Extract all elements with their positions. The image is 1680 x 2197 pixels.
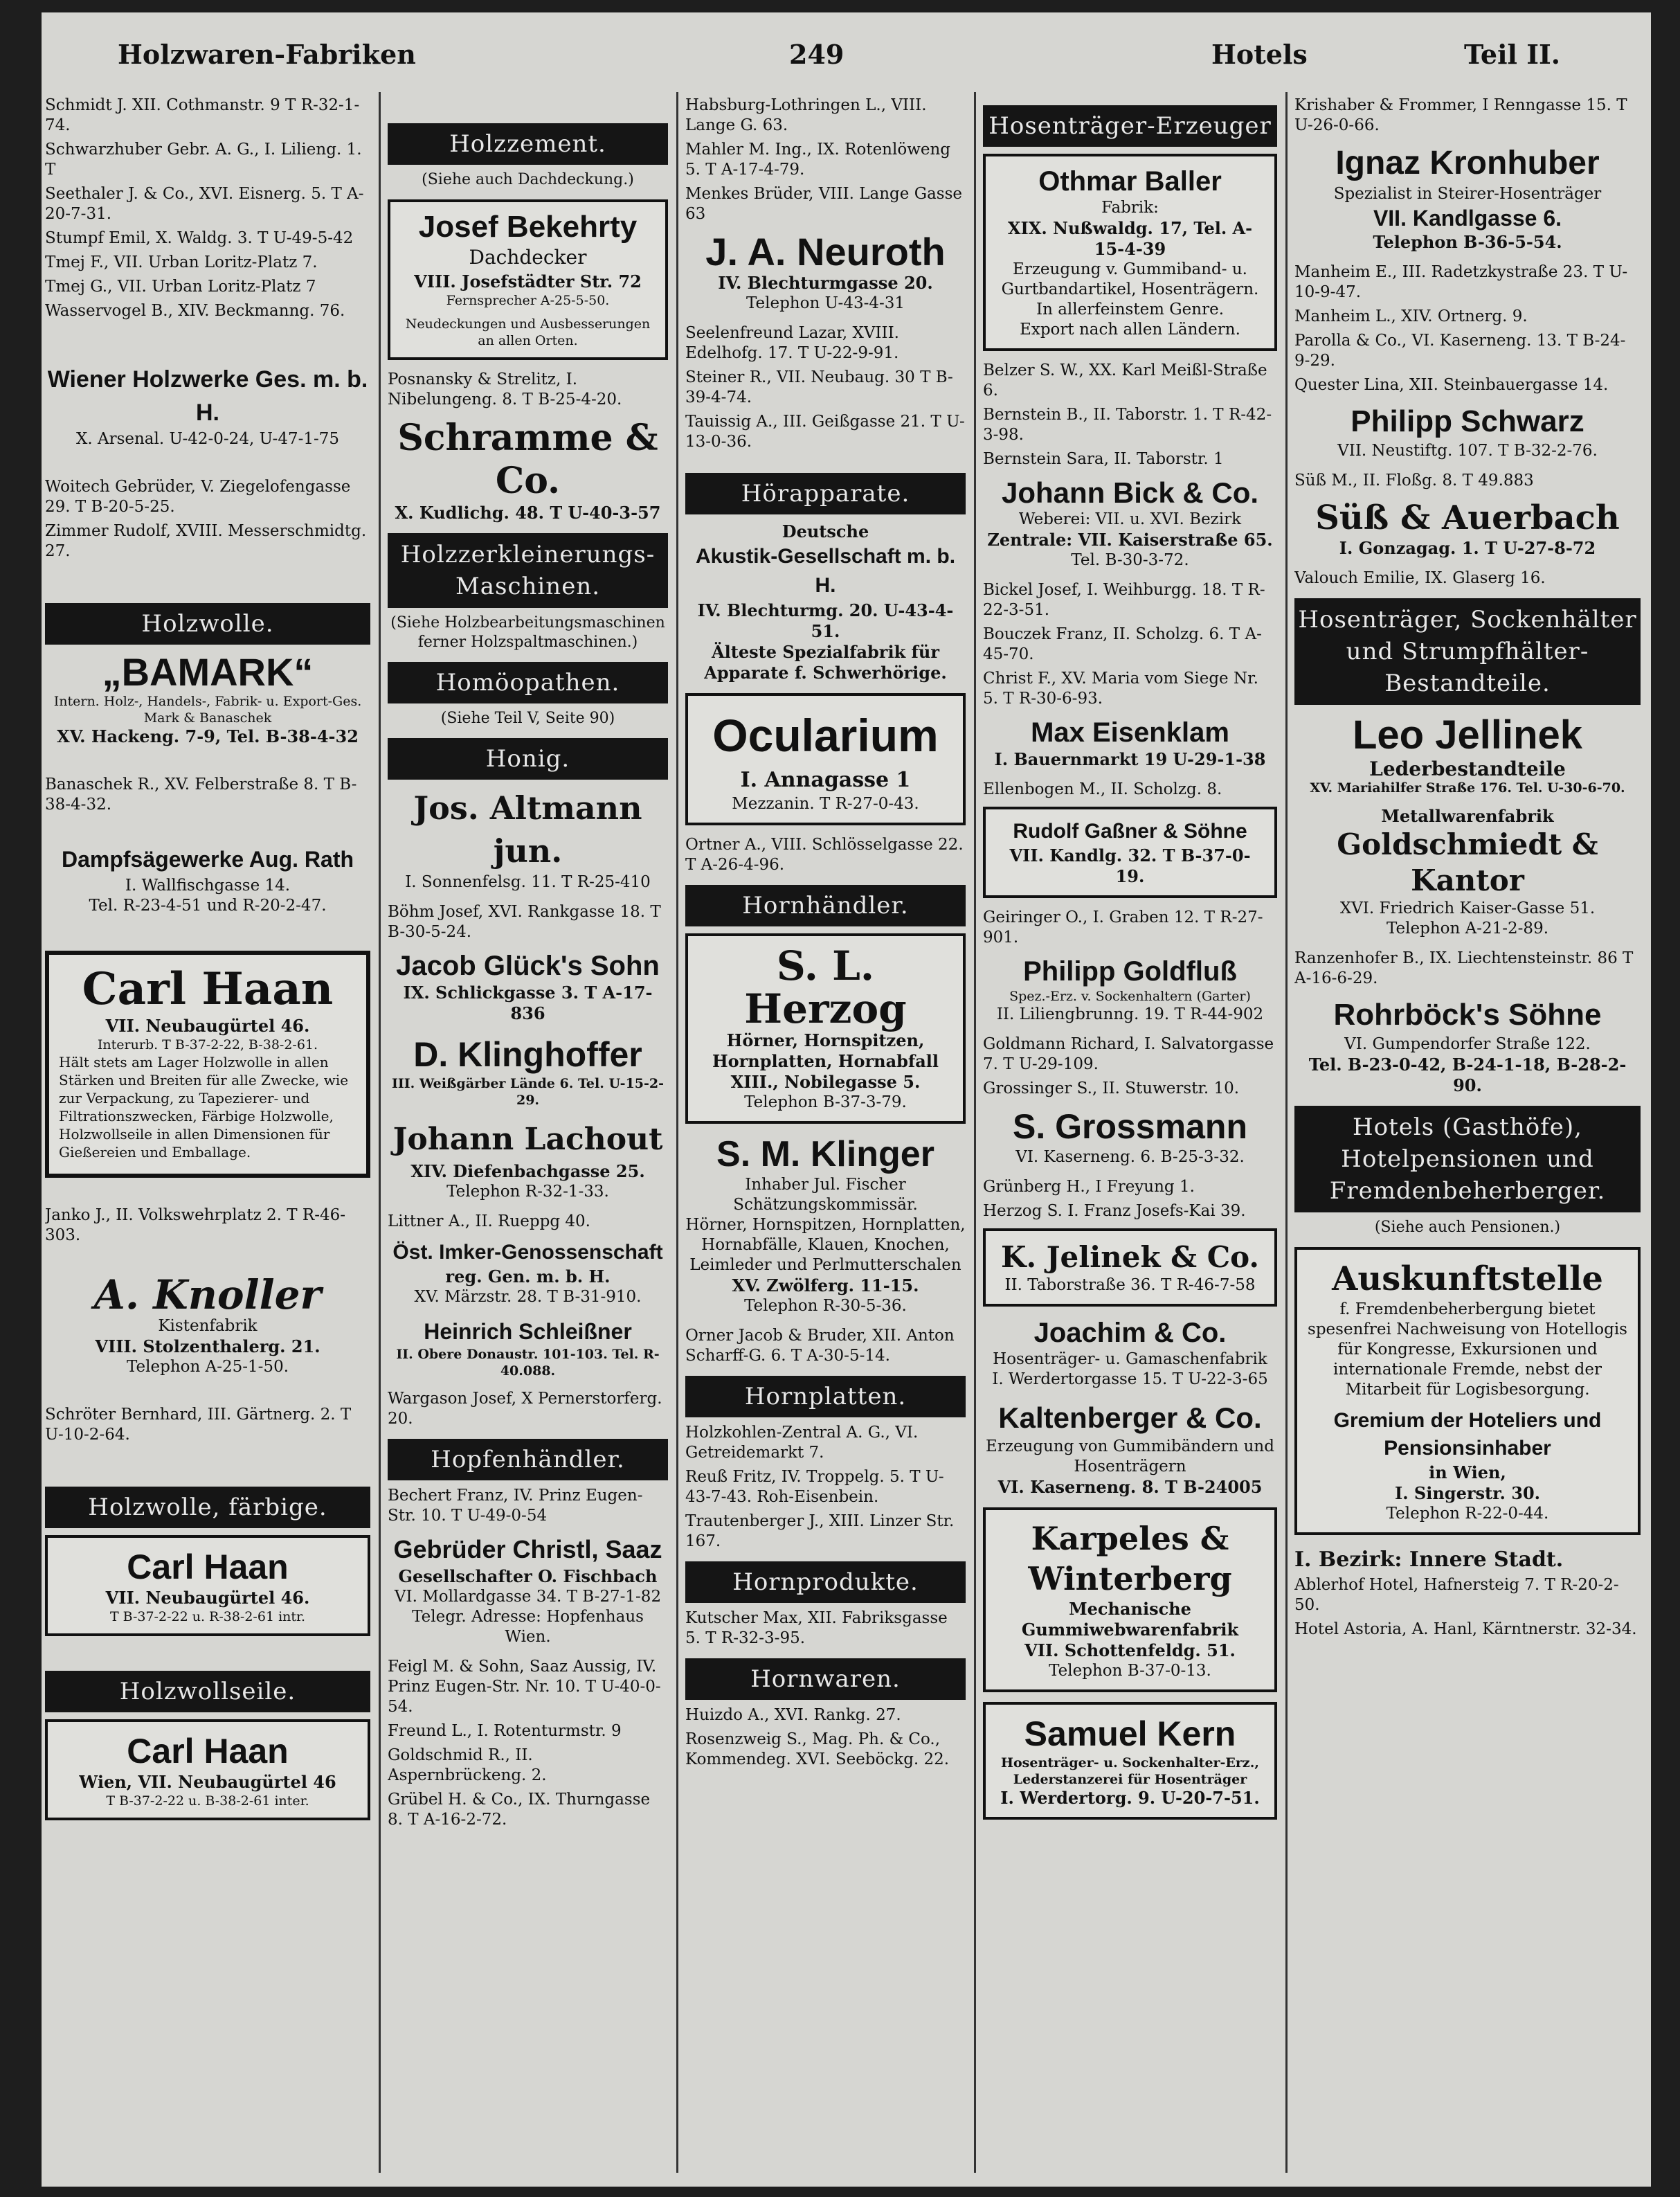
- ad-name: Othmar Baller: [1038, 166, 1222, 197]
- ad-phone: Tel. B-30-3-72.: [1071, 551, 1189, 569]
- entry: Tmej F., VII. Urban Loritz-Platz 7.: [45, 253, 318, 271]
- entry: Mahler M. Ing., IX. Rotenlöweng 5. T A-17-4-79.: [685, 141, 951, 179]
- advertisement: [45, 843, 370, 916]
- ad-line: Hosenträger- u. Gamaschenfabrik: [993, 1350, 1267, 1368]
- ad-phone: Telephon R-32-1-33.: [446, 1183, 609, 1201]
- header-part: Teil II.: [1464, 39, 1560, 70]
- ad-address: III. Weißgärber Lände 6. Tel. U-15-2-29.: [392, 1076, 664, 1108]
- section-heading: Holzwolle, färbige.: [45, 1487, 370, 1528]
- column-rule: [1285, 92, 1288, 2173]
- ad-address: VII. Neubaugürtel 46.: [105, 1588, 310, 1608]
- ad-line: reg. Gen. m. b. H.: [445, 1266, 611, 1286]
- advertisement-box: [1294, 1247, 1641, 1535]
- see-also-note: (Siehe auch Pensionen.): [1374, 1219, 1561, 1236]
- ad-text: Neudeckungen und Ausbesserungen an allen Orten.: [405, 316, 651, 348]
- ad-address: II. Liliengbrunng. 19. T R-44-902: [996, 1005, 1264, 1023]
- advertisement: [388, 787, 668, 893]
- ad-address: VI. Gumpendorfer Straße 122.: [1344, 1035, 1591, 1053]
- advertisement-box: [45, 951, 370, 1178]
- ad-address: VII. Kandlg. 32. T B-37-0-19.: [1009, 845, 1251, 886]
- entry: Hotel Astoria, A. Hanl, Kärntnerstr. 32-34.: [1294, 1620, 1637, 1638]
- advertisement: [685, 1133, 966, 1316]
- advertisement: [983, 716, 1277, 770]
- section-heading: Hornprodukte.: [685, 1561, 966, 1603]
- entry: Zimmer Rudolf, XVIII. Messerschmidtg. 27.: [45, 522, 367, 560]
- ad-name: K. Jelinek & Co.: [1000, 1240, 1260, 1274]
- ad-name: Ocularium: [712, 710, 939, 761]
- see-also-note: (Siehe Holzbearbeitungsmaschinen ferner Holzspaltmaschinen.): [390, 614, 665, 651]
- entry: Süß M., II. Floßg. 8. T 49.883: [1294, 472, 1534, 490]
- ad-address: XV. Zwölferg. 11-15.: [732, 1275, 919, 1295]
- advertisement: [388, 1239, 668, 1307]
- ad-name: Öst. Imker-Genossenschaft: [392, 1241, 663, 1264]
- advertisement: [388, 1317, 668, 1379]
- ad-name: Jos. Altmann jun.: [413, 789, 642, 870]
- entry: Seelenfreund Lazar, XVIII. Edelhofg. 17. T U-22-9-91.: [685, 324, 899, 362]
- section-heading: Holzzerkleinerungs-Maschinen.: [388, 533, 668, 608]
- ad-address: XIX. Nußwaldg. 17, Tel. A-15-4-39: [1007, 218, 1253, 259]
- ad-name: Joachim & Co.: [1033, 1318, 1227, 1348]
- entry: Ortner A., VIII. Schlösselgasse 22. T A-26-4-96.: [685, 836, 964, 874]
- section-heading: Hornhändler.: [685, 885, 966, 926]
- ad-address: XV. Mariahilfer Straße 176. Tel. U-30-6-70.: [1310, 780, 1625, 796]
- section-heading: Hosenträger-Erzeuger: [983, 105, 1277, 147]
- ad-line: Schätzungskommissär.: [733, 1196, 918, 1214]
- ad-address: XIV. Diefenbachgasse 25.: [410, 1161, 645, 1181]
- ad-name: A. Knoller: [93, 1271, 322, 1318]
- advertisement: [1294, 996, 1641, 1096]
- section-heading: Homöopathen.: [388, 662, 668, 703]
- ad-name: Max Eisenklam: [1031, 717, 1229, 748]
- ad-phone: Telephon B-36-5-54.: [1373, 232, 1562, 252]
- ad-name: Leo Jellinek: [1352, 712, 1583, 757]
- ad-address: VIII. Stolzenthalerg. 21.: [95, 1336, 320, 1356]
- ad-address: VI. Kaserneng. 6. B-25-3-32.: [1015, 1148, 1245, 1166]
- entry: Rosenzweig S., Mag. Ph. & Co., Kommendeg. XVI. Seeböckg. 22.: [685, 1730, 950, 1768]
- advertisement: [983, 1106, 1277, 1167]
- entry: Bernstein Sara, II. Taborstr. 1: [983, 450, 1224, 468]
- ad-address: VII. Kandlgasse 6.: [1373, 206, 1562, 231]
- column-5: [1294, 96, 1641, 2173]
- ad-line: Hosenträger- u. Sockenhalter-Erz., Lederstanzerei für Hosenträger: [1001, 1755, 1259, 1787]
- entry: Schwarzhuber Gebr. A. G., I. Lilieng. 1. T: [45, 141, 362, 179]
- section-heading: Hotels (Gasthöfe), Hotelpensionen und Fremdenbeherberger.: [1294, 1106, 1641, 1212]
- advertisement-box: [45, 1719, 370, 1820]
- ad-phone: Telephon R-22-0-44.: [1386, 1505, 1549, 1523]
- advertisement: [45, 1273, 370, 1377]
- ad-phone: T B-37-2-22 u. R-38-2-61 intr.: [109, 1609, 306, 1624]
- entry: Belzer S. W., XX. Karl Meißl-Straße 6.: [983, 361, 1267, 400]
- ad-text: Hörner, Hornspitzen, Hornplatten, Hornabfälle, Klauen, Knochen, Leimleder und Perlmutterschalen: [685, 1216, 966, 1274]
- advertisement: [983, 1399, 1277, 1498]
- ad-line: Fabrik:: [1101, 199, 1159, 217]
- entry: Schröter Bernhard, III. Gärtnerg. 2. T U-10-2-64.: [45, 1406, 352, 1444]
- section-heading: Hörapparate.: [685, 473, 966, 514]
- ad-line: Inhaber Jul. Fischer: [745, 1176, 906, 1194]
- entry: Seethaler J. & Co., XVI. Eisnerg. 5. T A-20-7-31.: [45, 185, 364, 223]
- entry: Feigl M. & Sohn, Saaz Aussig, IV. Prinz Eugen-Str. Nr. 10. T U-40-0-54.: [388, 1658, 661, 1716]
- entry: Bickel Josef, I. Weihburgg. 18. T R-22-3-51.: [983, 581, 1265, 619]
- entry: Habsburg-Lothringen L., VIII. Lange G. 63.: [685, 96, 927, 134]
- ad-name: S. Grossmann: [1013, 1107, 1247, 1146]
- entry: Orner Jacob & Bruder, XII. Anton Scharff-G. 6. T A-30-5-14.: [685, 1327, 955, 1365]
- advertisement: [685, 231, 966, 314]
- entry: Wasservogel B., XIV. Beckmanng. 76.: [45, 302, 345, 320]
- ad-name: J. A. Neuroth: [705, 230, 946, 273]
- entry: Herzog S. I. Franz Josefs-Kai 39.: [983, 1202, 1246, 1220]
- section-heading: Hopfenhändler.: [388, 1439, 668, 1480]
- entry: Krishaber & Frommer, I Renngasse 15. T U-26-0-66.: [1294, 96, 1627, 134]
- ad-line: Export nach allen Ländern.: [1020, 321, 1240, 339]
- ad-name: Johann Bick & Co.: [1001, 476, 1259, 509]
- ad-line: Tel. R-23-4-51 und R-20-2-47.: [89, 897, 327, 915]
- column-rule: [379, 92, 381, 2173]
- page-number: 249: [789, 39, 844, 70]
- ad-line: Telegr. Adresse: Hopfenhaus Wien.: [412, 1608, 644, 1646]
- ad-text: Erzeugung von Gummibändern und Hosenträgern: [986, 1437, 1274, 1476]
- ad-line: Lederbestandteile: [1369, 757, 1566, 780]
- advertisement: [388, 1034, 668, 1109]
- ad-name: Dampfsägewerke Aug. Rath: [61, 847, 354, 872]
- entry: Ablerhof Hotel, Hafnersteig 7. T R-20-2-50.: [1294, 1576, 1619, 1614]
- entry: Valouch Emilie, IX. Glaserg 16.: [1294, 569, 1546, 587]
- ad-address: VII. Neubaugürtel 46.: [105, 1016, 310, 1036]
- ad-address: XIII., Nobilegasse 5.: [730, 1072, 921, 1092]
- see-also-note: (Siehe auch Dachdeckung.): [422, 171, 634, 188]
- ad-address: Zentrale: VII. Kaiserstraße 65.: [987, 530, 1273, 550]
- ad-name: Philipp Schwarz: [1351, 404, 1584, 438]
- ad-name: Josef Bekehrty: [418, 210, 638, 244]
- entry: Huizdo A., XVI. Rankg. 27.: [685, 1706, 901, 1724]
- entry: Kutscher Max, XII. Fabriksgasse 5. T R-32-3-95.: [685, 1609, 948, 1647]
- column-2: [388, 96, 668, 2173]
- advertisement-box: [983, 1228, 1277, 1307]
- entry: Goldschmid R., II. Aspernbrückeng. 2.: [388, 1746, 547, 1784]
- column-4: [983, 96, 1277, 2173]
- ad-name: Ignaz Kronhuber: [1335, 145, 1600, 181]
- ad-line: Dachdecker: [469, 246, 587, 269]
- ad-address: VI. Mollardgasse 34. T B-27-1-82: [394, 1588, 662, 1606]
- advertisement: [983, 1316, 1277, 1390]
- ad-address: IV. Blechturmg. 20. U-43-4-51.: [697, 600, 954, 641]
- ad-address: VIII. Josefstädter Str. 72: [414, 271, 642, 292]
- ad-name: „BAMARK“: [102, 650, 314, 694]
- ad-address: I. Werdertorgasse 15. T U-22-3-65: [992, 1370, 1268, 1388]
- entry: Christ F., XV. Maria vom Siege Nr. 5. T R-30-6-93.: [983, 670, 1258, 708]
- entry: Holzkohlen-Zentral A. G., VI. Getreidemarkt 7.: [685, 1424, 919, 1462]
- ad-address: I. Sonnenfelsg. 11. T R-25-410: [405, 873, 651, 891]
- advertisement: [983, 955, 1277, 1025]
- entry: Parolla & Co., VI. Kaserneng. 13. T B-24-9-29.: [1294, 332, 1626, 370]
- entry: Tauissig A., III. Geißgasse 21. T U-13-0-36.: [685, 413, 965, 451]
- advertisement-box: [983, 1702, 1277, 1820]
- column-1: [45, 96, 370, 2173]
- entry: Grübel H. & Co., IX. Thurngasse 8. T A-16-2-72.: [388, 1791, 651, 1829]
- entry: Manheim E., III. Radetzkystraße 23. T U-10-9-47.: [1294, 263, 1628, 301]
- entry: Ranzenhofer B., IX. Liechtensteinstr. 86 T A-16-6-29.: [1294, 949, 1634, 987]
- ad-line: Metallwarenfabrik: [1381, 806, 1554, 826]
- advertisement-box: [685, 933, 966, 1124]
- ad-text: f. Fremdenbeherbergung bietet spesenfrei Nachweisung von Hotellogis für Kongresse, Exkursionen und internationale Fremde, nebst der Mitarbeit für Logisbesorgung.: [1308, 1300, 1627, 1399]
- entry: Janko J., II. Volkswehrplatz 2. T R-46-303.: [45, 1206, 346, 1244]
- ad-address: XVI. Friedrich Kaiser-Gasse 51.: [1339, 899, 1596, 917]
- district-heading: I. Bezirk: Innere Stadt.: [1294, 1548, 1564, 1572]
- advertisement: [685, 521, 966, 683]
- entry: Bechert Franz, IV. Prinz Eugen-Str. 10. T U-49-0-54: [388, 1487, 643, 1525]
- ad-name: Jacob Glück's Sohn: [396, 951, 660, 981]
- ad-address: VII. Schottenfeldg. 51.: [1024, 1640, 1236, 1660]
- entry: Manheim L., XIV. Ortnerg. 9.: [1294, 307, 1528, 325]
- entry: Ellenbogen M., II. Scholzg. 8.: [983, 780, 1222, 798]
- entry: Tmej G., VII. Urban Loritz-Platz 7: [45, 278, 316, 296]
- ad-name: Heinrich Schleißner: [424, 1319, 632, 1344]
- ad-address: VII. Neustiftg. 107. T B-32-2-76.: [1337, 442, 1598, 460]
- entry: Grünberg H., I Freyung 1.: [983, 1178, 1195, 1196]
- section-heading: Holzwolle.: [45, 603, 370, 645]
- section-heading: Holzzement.: [388, 123, 668, 165]
- ad-address: I. Gonzagag. 1. T U-27-8-72: [1339, 538, 1596, 558]
- column-3: [685, 96, 966, 2173]
- ad-name: Süß & Auerbach: [1315, 499, 1620, 537]
- ad-phone: Interurb. T B-37-2-22, B-38-2-61.: [97, 1037, 318, 1052]
- ad-address: II. Taborstraße 36. T R-46-7-58: [1004, 1276, 1256, 1294]
- header-right: Hotels: [1211, 39, 1308, 70]
- entry: Bouczek Franz, II. Scholzg. 6. T A-45-70.: [983, 625, 1262, 663]
- advertisement-box: [45, 1535, 370, 1636]
- ad-name: Auskunftstelle: [1332, 1259, 1603, 1298]
- ad-line: Kistenfabrik: [158, 1317, 258, 1335]
- entry: Quester Lina, XII. Steinbauergasse 14.: [1294, 376, 1609, 394]
- see-also-note: (Siehe Teil V, Seite 90): [440, 710, 615, 727]
- ad-address: IV. Blechturmgasse 20.: [718, 273, 933, 293]
- ad-address: IX. Schlickgasse 3. T A-17-836: [403, 983, 653, 1023]
- ad-address: II. Obere Donaustr. 101-103. Tel. R-40.088.: [396, 1347, 660, 1379]
- entry: Bernstein B., II. Taborstr. 1. T R-42-3-98.: [983, 406, 1272, 444]
- ad-phone: Telephon B-37-0-13.: [1049, 1662, 1211, 1680]
- ad-name: Akustik-Gesellschaft m. b. H.: [695, 545, 956, 597]
- ad-phone: Telephon R-30-5-36.: [744, 1297, 907, 1315]
- advertisement-box: [983, 1507, 1277, 1692]
- ad-phone: Telephon A-25-1-50.: [126, 1358, 289, 1376]
- ad-address: I. Singerstr. 30.: [1394, 1483, 1541, 1503]
- ad-address: X. Arsenal. U-42-0-24, U-47-1-75: [75, 430, 340, 448]
- advertisement-box: [983, 807, 1277, 898]
- ad-name: Wiener Holzwerke Ges. m. b. H.: [47, 366, 368, 426]
- entry: Wargason Josef, X Pernerstorferg. 20.: [388, 1390, 662, 1428]
- ad-name: S. L. Herzog: [744, 942, 907, 1032]
- ad-phone: Mezzanin. T R-27-0-43.: [732, 795, 919, 813]
- ad-line: Weberei: VII. u. XVI. Bezirk: [1018, 510, 1242, 528]
- advertisement: [1294, 143, 1641, 253]
- ad-phone: Telephon A-21-2-89.: [1386, 920, 1549, 938]
- entry: Woitech Gebrüder, V. Ziegelofengasse 29. T B-20-5-25.: [45, 478, 351, 516]
- advertisement-box: [388, 199, 668, 360]
- ad-name: S. M. Klinger: [716, 1134, 934, 1174]
- ad-address: XV. Hackeng. 7-9, Tel. B-38-4-32: [57, 726, 359, 746]
- section-heading: Honig.: [388, 738, 668, 780]
- ad-text: Hält stets am Lager Holzwolle in allen Stärken und Breiten für alle Zwecke, wie zur Verpackung, zu Tapezierer- und Filtrationszwecken, Färbige Holzwolle, Holzwollseile in allen Dimensionen für Gießereien und Emballage.: [59, 1054, 349, 1160]
- column-rule: [676, 92, 678, 2173]
- entry: Banaschek R., XV. Felberstraße 8. T B-38-4-32.: [45, 775, 357, 814]
- advertisement: [1294, 498, 1641, 559]
- header-left: Holzwaren-Fabriken: [118, 39, 416, 70]
- ad-name: Kaltenberger & Co.: [998, 1401, 1262, 1434]
- ad-name: Philipp Goldfluß: [1023, 956, 1237, 987]
- ad-line: Spezialist in Steirer-Hosenträger: [1333, 185, 1602, 203]
- ad-phone: Fernsprecher A-25-5-50.: [446, 293, 610, 308]
- ad-phone: Telephon U-43-4-31: [746, 294, 905, 312]
- section-heading: Hornwaren.: [685, 1658, 966, 1700]
- advertisement: [388, 417, 668, 523]
- ad-phone: T B-37-2-22 u. B-38-2-61 inter.: [106, 1793, 309, 1809]
- ad-line: Intern. Holz-, Handels-, Fabrik- u. Export-Ges. Mark & Banaschek: [53, 694, 362, 726]
- ad-address: I. Annagasse 1: [740, 768, 911, 792]
- entry: Stumpf Emil, X. Waldg. 3. T U-49-5-42: [45, 229, 354, 247]
- advertisement-box: [685, 693, 966, 825]
- ad-line: I. Wallfischgasse 14.: [125, 877, 291, 895]
- entry: Menkes Brüder, VIII. Lange Gasse 63: [685, 185, 963, 223]
- advertisement: [1294, 806, 1641, 939]
- advertisement-box: [983, 154, 1277, 351]
- entry: Geiringer O., I. Graben 12. T R-27-901.: [983, 908, 1263, 947]
- ad-text: Älteste Spezialfabrik für Apparate f. Schwerhörige.: [704, 642, 947, 683]
- column-rule: [974, 92, 976, 2173]
- ad-name: Goldschmiedt & Kantor: [1337, 827, 1598, 897]
- entry: Trautenberger J., XIII. Linzer Str. 167.: [685, 1512, 955, 1550]
- ad-name: Carl Haan: [127, 1548, 289, 1586]
- ad-address: VI. Kaserneng. 8. T B-24005: [997, 1477, 1263, 1497]
- ad-name: Carl Haan: [82, 963, 334, 1015]
- ad-address: I. Bauernmarkt 19 U-29-1-38: [994, 749, 1266, 769]
- ad-address: I. Werdertorg. 9. U-20-7-51.: [1000, 1788, 1260, 1808]
- advertisement: [45, 363, 370, 449]
- ad-line: in Wien,: [1429, 1462, 1506, 1482]
- entry: Freund L., I. Rotenturmstr. 9: [388, 1722, 622, 1740]
- entry: Steiner R., VII. Neubaug. 30 T B-39-4-74.: [685, 368, 953, 406]
- advertisement: [388, 1118, 668, 1202]
- advertisement: [388, 1533, 668, 1647]
- ad-phone: Telephon B-37-3-79.: [744, 1093, 907, 1111]
- entry: Schmidt J. XII. Cothmanstr. 9 T R-32-1-74.: [45, 96, 360, 134]
- entry: Böhm Josef, XVI. Rankgasse 18. T B-30-5-24.: [388, 903, 661, 941]
- ad-name: Samuel Kern: [1024, 1714, 1236, 1753]
- entry: Grossinger S., II. Stuwerstr. 10.: [983, 1079, 1240, 1097]
- advertisement: [45, 652, 370, 747]
- ad-line: Spez.-Erz. v. Sockenhaltern (Garter): [1009, 989, 1251, 1004]
- ad-line: Gremium der Hoteliers und Pensionsinhaber: [1333, 1409, 1602, 1460]
- ad-phone: Tel. B-23-0-42, B-24-1-18, B-28-2-90.: [1308, 1055, 1627, 1095]
- ad-name: Carl Haan: [127, 1732, 289, 1770]
- ad-address: X. Kudlichg. 48. T U-40-3-57: [395, 503, 661, 523]
- entry: Reuß Fritz, IV. Troppelg. 5. T U-43-7-43. Roh-Eisenbein.: [685, 1468, 944, 1506]
- advertisement: [388, 949, 668, 1024]
- ad-line: Gesellschafter O. Fischbach: [398, 1566, 658, 1586]
- ad-name: Karpeles & Winterberg: [1028, 1520, 1232, 1597]
- section-heading: Hosenträger, Sockenhälter und Strumpfhälter-Bestandteile.: [1294, 598, 1641, 705]
- entry: Goldmann Richard, I. Salvatorgasse 7. T U-29-109.: [983, 1035, 1274, 1073]
- ad-address: Wien, VII. Neubaugürtel 46: [79, 1772, 336, 1792]
- entry: Littner A., II. Rueppg 40.: [388, 1212, 590, 1230]
- ad-text: Erzeugung v. Gummiband- u. Gurtbandartikel, Hosenträgern. In allerfeinstem Genre.: [1001, 260, 1259, 319]
- entry: Posnansky & Strelitz, I. Nibelungeng. 8. T B-25-4-20.: [388, 370, 622, 409]
- ad-address: XV. Märzstr. 28. T B-31-910.: [414, 1288, 642, 1306]
- ad-name: D. Klinghoffer: [413, 1035, 642, 1074]
- advertisement: [1294, 402, 1641, 461]
- directory-page: [42, 12, 1651, 2187]
- ad-name: Gebrüder Christl, Saaz: [393, 1535, 662, 1563]
- section-heading: Hornplatten.: [685, 1376, 966, 1417]
- advertisement: [983, 476, 1277, 571]
- advertisement: [1294, 712, 1641, 796]
- ad-name: Rohrböck's Söhne: [1333, 998, 1602, 1032]
- ad-name: Schramme & Co.: [397, 417, 658, 502]
- section-heading: Holzwollseile.: [45, 1671, 370, 1712]
- ad-line: Deutsche: [782, 521, 869, 541]
- ad-line: Mechanische Gummiwebwarenfabrik: [1021, 1599, 1239, 1640]
- ad-text: Hörner, Hornspitzen, Hornplatten, Hornabfall: [712, 1030, 939, 1071]
- ad-name: Johann Lachout: [392, 1122, 663, 1157]
- ad-name: Rudolf Gaßner & Söhne: [1013, 820, 1247, 843]
